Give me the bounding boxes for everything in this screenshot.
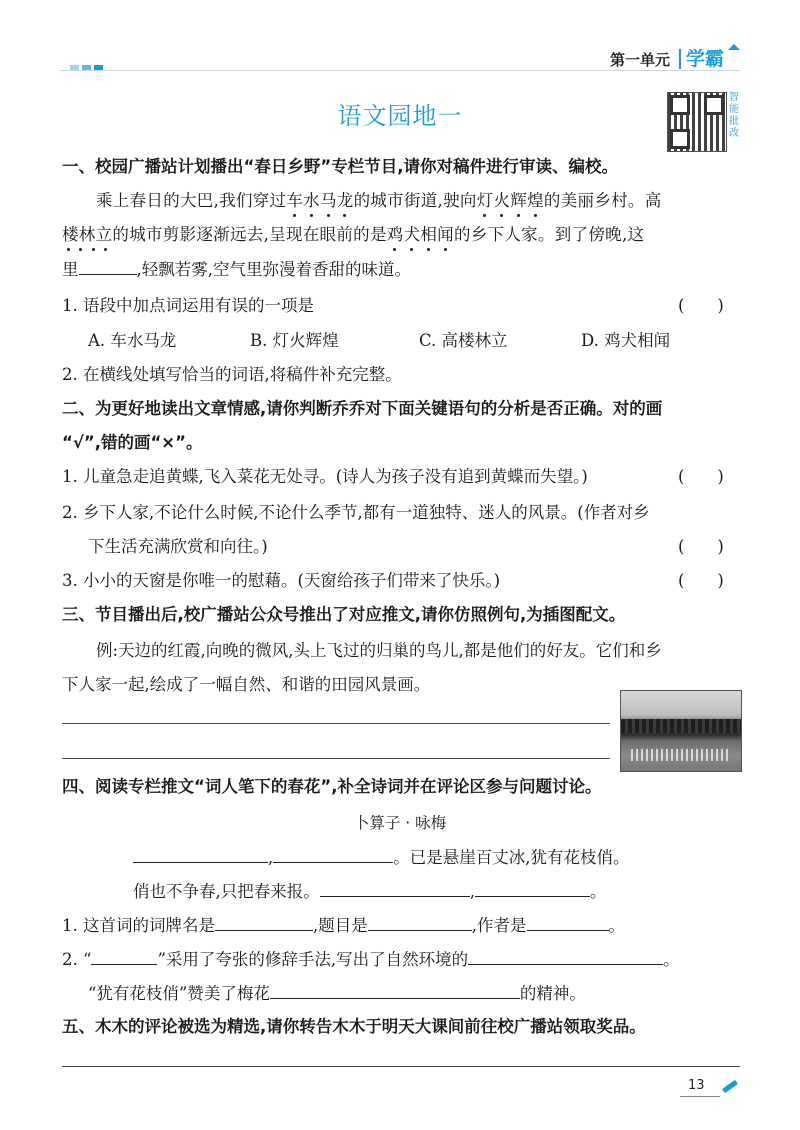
cap-icon: [728, 44, 740, 50]
answer-blank[interactable]: [468, 948, 663, 965]
answer-blank[interactable]: [215, 914, 313, 931]
option-b[interactable]: B. 灯火辉煌: [250, 331, 339, 350]
passage-line-1: 乘上春日的大巴,我们穿过车水马龙 的城市街道,驶向灯火辉煌 的美丽乡村。高: [96, 190, 662, 212]
section1-heading: 一、校园广播站计划播出“春日乡野”专栏节目,请你对稿件进行审读、编校。: [62, 157, 618, 176]
answer-blank[interactable]: [91, 948, 157, 965]
answer-line[interactable]: [62, 1066, 740, 1067]
answer-paren[interactable]: ( ): [678, 571, 724, 590]
section4-heading: 四、阅读专栏推文“词人笔下的春花”,补全诗词并在评论区参与问题讨论。: [62, 777, 602, 796]
poem-blank[interactable]: [475, 880, 590, 897]
poem-blank[interactable]: [273, 846, 393, 863]
header-decor: [70, 56, 110, 64]
pencil-icon: [722, 1080, 738, 1093]
section4-q2-line2: “犹有花枝俏”赞美了梅花 的精神。: [88, 984, 586, 1003]
section2-heading-line2: “√”,错的画“×”。: [62, 433, 203, 452]
section1-q2: 2. 在横线处填写恰当的词语,将稿件补充完整。: [62, 365, 402, 384]
passage-text: 乘上春日的大巴,我们穿过: [96, 191, 287, 210]
poem-blank[interactable]: [320, 880, 470, 897]
footer-rule: [680, 1096, 720, 1097]
unit-label: 第一单元: [610, 51, 671, 69]
header-rule: [60, 70, 740, 71]
landscape-photo: [620, 690, 742, 772]
section2-q1: 1. 儿童急走追黄蝶,飞入菜花无处寻。(诗人为孩子没有追到黄蝶而失望。): [62, 467, 588, 486]
section1-q1: 1. 语段中加点词运用有误的一项是: [62, 296, 314, 315]
answer-line[interactable]: [62, 723, 610, 724]
dotted-word-3: 楼林立: [62, 225, 112, 244]
answer-blank[interactable]: [270, 982, 520, 999]
page-title: 语文园地一: [337, 102, 463, 130]
poem-title: 卜算子 · 咏梅: [353, 814, 447, 832]
option-d[interactable]: D. 鸡犬相闻: [581, 331, 671, 350]
option-c[interactable]: C. 高楼林立: [419, 331, 508, 350]
answer-blank[interactable]: [527, 914, 609, 931]
section2-q2-line2: 下生活充满欣赏和向往。): [88, 537, 268, 556]
passage-line-3: 里 ,轻飘若雾,空气里弥漫着香甜的味道。: [62, 260, 411, 279]
answer-line[interactable]: [62, 758, 610, 759]
option-a[interactable]: A. 车水马龙: [88, 331, 177, 350]
header-separator: [679, 49, 681, 69]
poem-line2: 俏也不争春,只把春来报。 , 。: [133, 882, 607, 901]
example-line1: 例:天边的红霞,向晚的微风,头上飞过的归巢的鸟儿,都是他们的好友。它们和乡: [96, 641, 662, 660]
dotted-word-4: 鸡犬相闻: [387, 225, 454, 244]
answer-paren[interactable]: ( ): [678, 537, 724, 556]
example-line2: 下人家一起,绘成了一幅自然、和谐的田园风景画。: [62, 675, 431, 694]
section2-heading-line1: 二、为更好地读出文章情感,请你判断乔乔对下面关键语句的分析是否正确。对的画: [62, 399, 663, 418]
brand-logo: 学霸: [686, 48, 725, 70]
answer-blank[interactable]: [368, 914, 472, 931]
section5-heading: 五、木木的评论被选为精选,请你转告木木于明天大课间前往校广播站领取奖品。: [62, 1017, 646, 1036]
answer-paren[interactable]: ( ): [678, 296, 724, 315]
passage-line-2: 楼林立 的城市剪影逐渐远去,呈现在眼前的是鸡犬相闻 的乡下人家。到了傍晚,这: [62, 224, 644, 246]
section2-q2-line1: 2. 乡下人家,不论什么时候,不论什么季节,都有一道独特、迷人的风景。(作者对乡: [62, 503, 650, 522]
section3-heading: 三、节目播出后,校广播站公众号推出了对应推文,请你仿照例句,为插图配文。: [62, 605, 626, 624]
answer-paren[interactable]: ( ): [678, 467, 724, 486]
answer-blank[interactable]: [79, 258, 137, 275]
poem-blank[interactable]: [133, 846, 268, 863]
dotted-word-2: 灯火辉煌: [477, 191, 544, 210]
dotted-word-1: 车水马龙: [286, 191, 353, 210]
section2-q3: 3. 小小的天窗是你唯一的慰藉。(天窗给孩子们带来了快乐。): [62, 571, 501, 590]
section4-q1: 1. 这首词的词牌名是 ,题目是 ,作者是 。: [62, 916, 625, 935]
qr-caption: 智能批改: [729, 92, 739, 139]
poem-line1: , 。已是悬崖百丈冰,犹有花枝俏。: [133, 846, 630, 869]
page-number: 13: [688, 1078, 705, 1093]
section4-q2: 2. “ ”采用了夸张的修辞手法,写出了自然环境的 。: [62, 950, 680, 969]
